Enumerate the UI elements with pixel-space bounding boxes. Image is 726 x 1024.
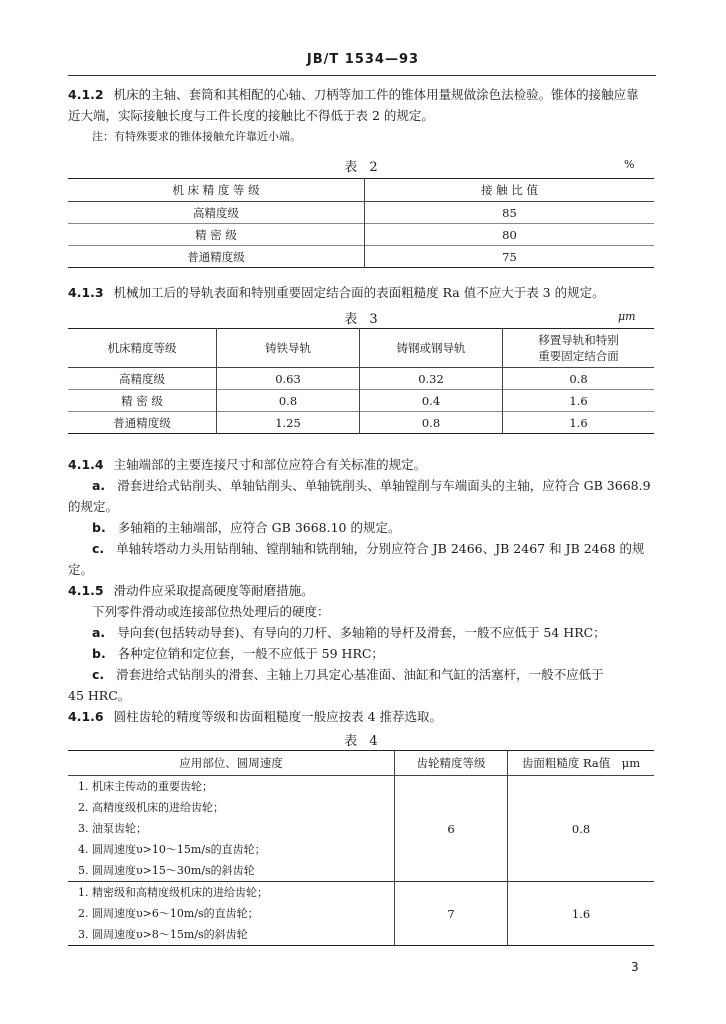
list-item: 4. 圆周速度υ>10～15m/s的直齿轮； bbox=[78, 843, 266, 856]
list-item: 3. 油泵齿轮； bbox=[78, 822, 147, 835]
item-text: 滑套进给式钻削头、单轴钻削头、单轴铣削头、单轴镗削与车端面头的主轴，应符合 GB 3668.9 bbox=[117, 478, 651, 493]
section-intro: 下列零件滑动或连接部位热处理后的硬度： bbox=[92, 604, 330, 619]
item-text: 单轴转塔动力头用钻削轴、镗削轴和铣削轴，分别应符合 JB 2466、JB 2467 和 JB 2468 的规 bbox=[116, 541, 645, 556]
section-text-line1: 机床的主轴、套筒和其相配的心轴、刀柄等加工件的锥体用量规做涂色法检验。锥体的接触应靠 bbox=[113, 87, 639, 102]
table2-caption: 表 2 bbox=[344, 160, 382, 175]
table4 bbox=[68, 750, 654, 946]
table2-cell: 75 bbox=[365, 246, 655, 268]
table3-caption: 表 3 bbox=[344, 312, 382, 327]
table-row bbox=[68, 202, 654, 224]
table3-header-line: 重要固定结合面 bbox=[538, 349, 619, 363]
table4-grade: 7 bbox=[395, 882, 508, 946]
section-4-1-3 bbox=[68, 282, 658, 303]
table3-cell: 精 密 级 bbox=[68, 390, 217, 412]
table3-cell: 0.4 bbox=[360, 390, 503, 412]
table3-unit: μm bbox=[618, 310, 636, 323]
section-4-1-5 bbox=[68, 580, 658, 706]
table3-header-line: 移置导轨和特别 bbox=[538, 333, 619, 347]
table2 bbox=[68, 178, 654, 268]
list-item: 5. 圆周速度υ>15～30m/s的斜齿轮 bbox=[78, 864, 255, 877]
item-label: a. bbox=[92, 478, 106, 493]
list-item: 2. 圆周速度υ>6～10m/s的直齿轮； bbox=[78, 907, 259, 920]
table2-cell: 高精度级 bbox=[68, 202, 365, 224]
table-row bbox=[68, 776, 654, 882]
table2-cell: 精 密 级 bbox=[68, 224, 365, 246]
item-text: 滑套进给式钻削头的滑套、主轴上刀具定心基准面、油缸和气缸的活塞杆，一般不应低于 bbox=[116, 667, 604, 682]
table4-header: 齿面粗糙度 Ra值 μm bbox=[508, 751, 655, 776]
table3-cell: 1.25 bbox=[217, 412, 360, 434]
table-row bbox=[68, 368, 654, 390]
table3-cell: 1.6 bbox=[503, 390, 655, 412]
header-rule bbox=[68, 75, 656, 76]
page-number: 3 bbox=[631, 960, 639, 974]
table4-items bbox=[68, 882, 395, 946]
section-number: 4.1.4 bbox=[68, 457, 104, 472]
item-label: b. bbox=[92, 520, 106, 535]
table2-cell: 80 bbox=[365, 224, 655, 246]
table4-ra: 1.6 bbox=[508, 882, 655, 946]
item-label: c. bbox=[92, 667, 105, 682]
table4-header: 齿轮精度等级 bbox=[395, 751, 508, 776]
table3-cell: 0.63 bbox=[217, 368, 360, 390]
item-text: 各种定位销和定位套，一般不应低于 59 HRC； bbox=[117, 646, 384, 661]
table3-header: 铸钢或钢导轨 bbox=[360, 329, 503, 368]
note: 注：有特殊要求的锥体接触允许靠近小端。 bbox=[92, 130, 301, 143]
section-text: 机械加工后的导轨表面和特别重要固定结合面的表面粗糙度 Ra 值不应大于表 3 的规定。 bbox=[113, 285, 605, 300]
section-number: 4.1.5 bbox=[68, 583, 104, 598]
section-text-line2: 近大端，实际接触长度与工件长度的接触比不得低于表 2 的规定。 bbox=[68, 108, 434, 123]
table3-cell: 1.6 bbox=[503, 412, 655, 434]
table3-cell: 0.32 bbox=[360, 368, 503, 390]
table-row bbox=[68, 246, 654, 268]
item-text: 的规定。 bbox=[68, 499, 119, 514]
table-row bbox=[68, 882, 654, 946]
list-item: 2. 高精度级机床的进给齿轮； bbox=[78, 801, 224, 814]
table3-header bbox=[503, 329, 655, 368]
item-text: 导向套(包括转动导套)、有导向的刀杆、多轴箱的导杆及滑套，一般不应低于 54 HRC； bbox=[117, 625, 606, 640]
table3-cell: 普通精度级 bbox=[68, 412, 217, 434]
table4-items bbox=[68, 776, 395, 882]
table2-cell: 85 bbox=[365, 202, 655, 224]
table-row bbox=[68, 224, 654, 246]
table3-cell: 0.8 bbox=[503, 368, 655, 390]
table-row bbox=[68, 390, 654, 412]
section-number: 4.1.2 bbox=[68, 87, 104, 102]
document-header: JB/T 1534—93 bbox=[306, 52, 420, 67]
table4-header: 应用部位、圆周速度 bbox=[68, 751, 395, 776]
item-text: 多轴箱的主轴端部，应符合 GB 3668.10 的规定。 bbox=[117, 520, 401, 535]
table3-header: 铸铁导轨 bbox=[217, 329, 360, 368]
table2-header: 接 触 比 值 bbox=[365, 179, 655, 202]
table3-cell: 0.8 bbox=[360, 412, 503, 434]
table2-cell: 普通精度级 bbox=[68, 246, 365, 268]
section-4-1-4 bbox=[68, 454, 658, 580]
list-item: 1. 精密级和高精度级机床的进给齿轮； bbox=[78, 886, 268, 899]
item-label: a. bbox=[92, 625, 106, 640]
table-row bbox=[68, 412, 654, 434]
table4-caption: 表 4 bbox=[344, 734, 382, 749]
list-item: 1. 机床主传动的重要齿轮； bbox=[78, 780, 213, 793]
section-4-1-6 bbox=[68, 706, 658, 727]
item-label: b. bbox=[92, 646, 106, 661]
section-number: 4.1.3 bbox=[68, 285, 104, 300]
table4-grade: 6 bbox=[395, 776, 508, 882]
section-text: 滑动件应采取提高硬度等耐磨措施。 bbox=[113, 583, 314, 598]
table3-cell: 高精度级 bbox=[68, 368, 217, 390]
table3 bbox=[68, 328, 654, 434]
table2-unit: % bbox=[624, 158, 635, 171]
section-number: 4.1.6 bbox=[68, 709, 104, 724]
table3-header: 机床精度等级 bbox=[68, 329, 217, 368]
table3-cell: 0.8 bbox=[217, 390, 360, 412]
table2-header: 机 床 精 度 等 级 bbox=[68, 179, 365, 202]
section-text: 主轴端部的主要连接尺寸和部位应符合有关标准的规定。 bbox=[113, 457, 427, 472]
item-text: 45 HRC。 bbox=[68, 688, 131, 703]
list-item: 3. 圆周速度υ>8～15m/s的斜齿轮 bbox=[78, 928, 248, 941]
table4-ra: 0.8 bbox=[571, 821, 591, 836]
item-label: c. bbox=[92, 541, 105, 556]
section-text: 圆柱齿轮的精度等级和齿面粗糙度一般应按表 4 推荐选取。 bbox=[113, 709, 442, 724]
item-text: 定。 bbox=[68, 562, 94, 577]
section-4-1-2 bbox=[68, 84, 658, 126]
